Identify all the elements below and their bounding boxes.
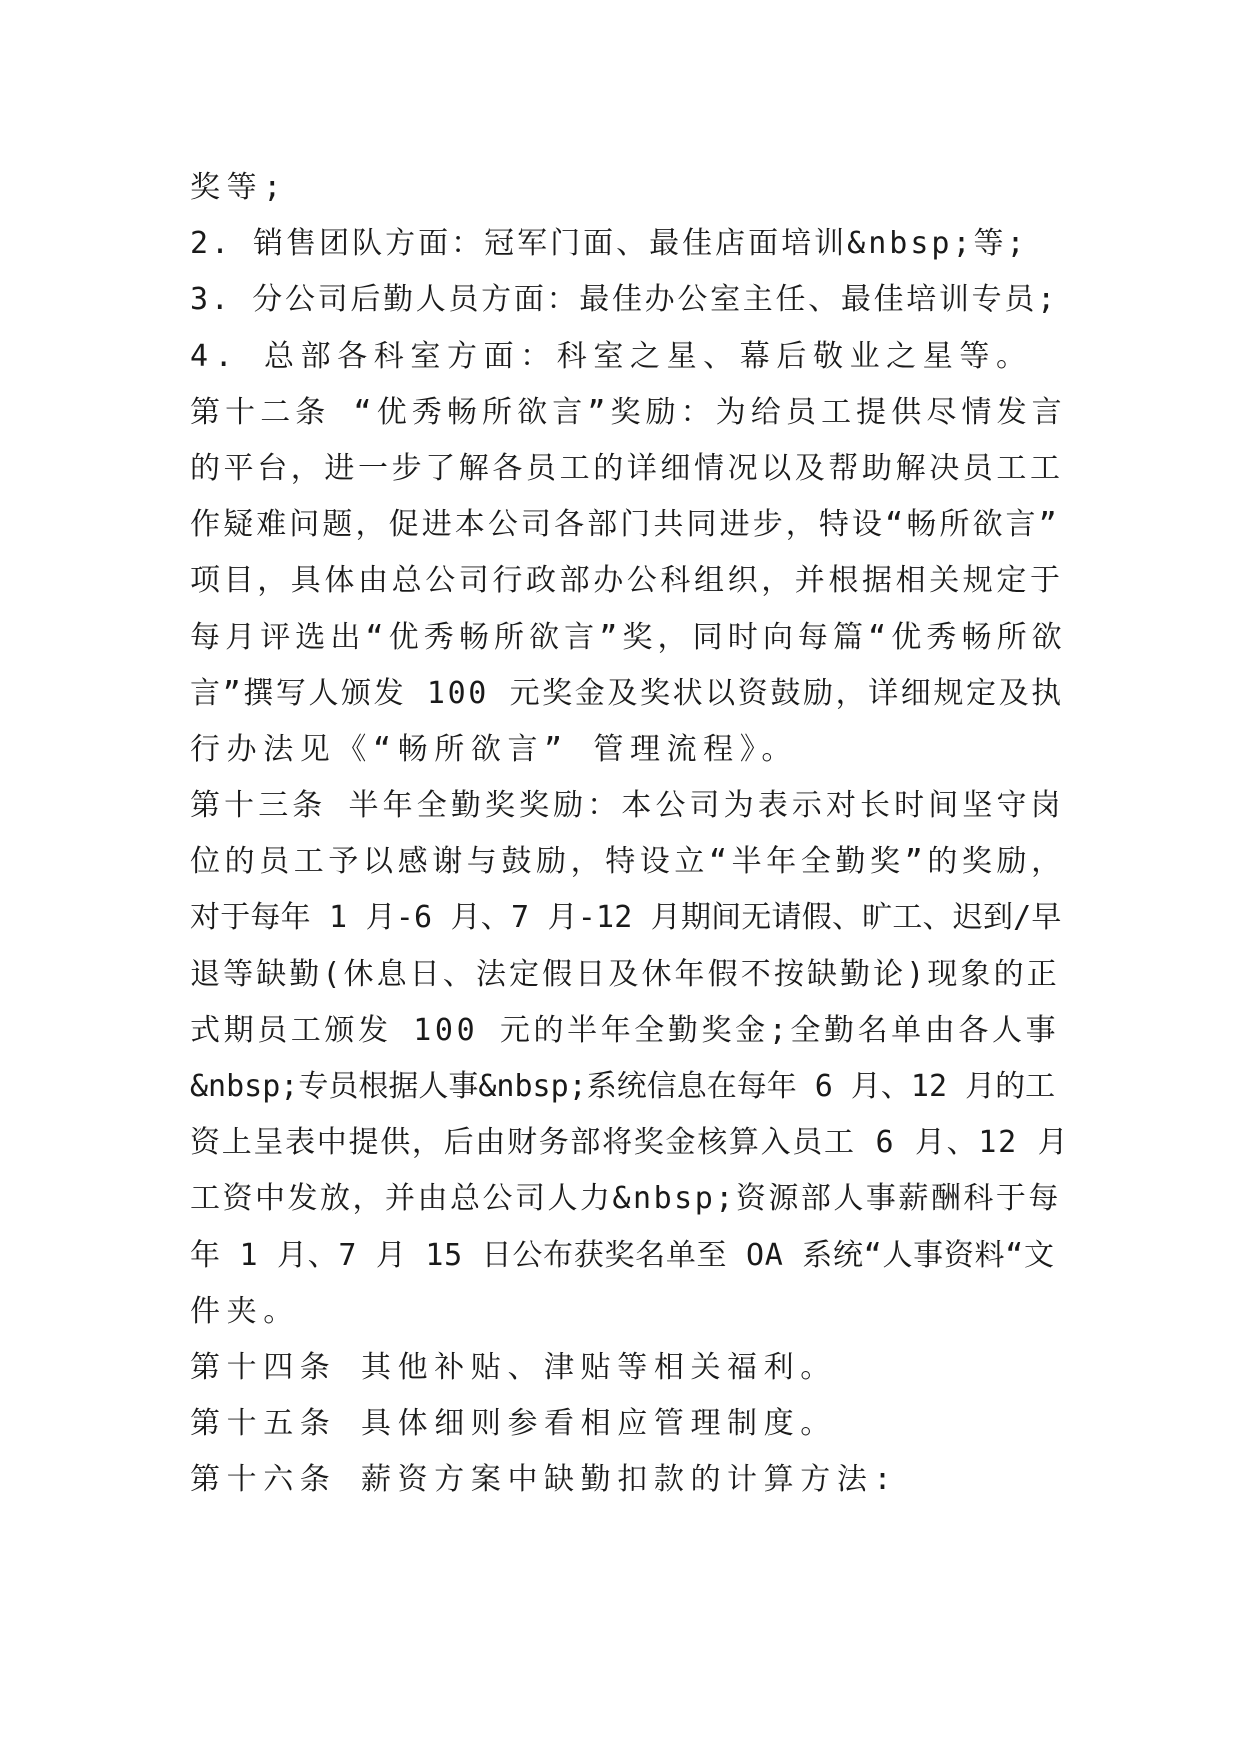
text-line-16: 式期员工颁发 100 元的半年全勤奖金;全勤名单由各人事 [190, 1012, 1060, 1048]
text-line-15: 退等缺勤(休息日、法定假日及休年假不按缺勤论)现象的正 [190, 956, 1060, 992]
text-line-24: 第十六条 薪资方案中缺勤扣款的计算方法: [190, 1462, 899, 1498]
text-line-3: 3. 分公司后勤人员方面：最佳办公室主任、最佳培训专员; [190, 282, 1058, 318]
text-line-13: 位的员工予以感谢与鼓励，特设立“半年全勤奖”的奖励， [190, 844, 1066, 880]
text-line-6: 的平台，进一步了解各员工的详细情况以及帮助解决员工工 [190, 450, 1064, 486]
document-body [190, 160, 1070, 1509]
text-line-11: 行办法见《“畅所欲言” 管理流程》。 [190, 731, 798, 767]
text-line-4: 4. 总部各科室方面：科室之星、幕后敬业之星等。 [190, 338, 1033, 374]
text-line-8: 项目，具体由总公司行政部办公科组织，并根据相关规定于 [190, 563, 1064, 599]
text-line-7: 作疑难问题，促进本公司各部门共同进步，特设“畅所欲言” [190, 507, 1060, 543]
text-line-20: 年 1 月、7 月 15 日公布获奖名单至 OA 系统“人事资料“文 [190, 1237, 1055, 1273]
text-line-10: 言”撰写人颁发 100 元奖金及奖状以资鼓励，详细规定及执 [190, 675, 1064, 711]
text-line-12: 第十三条 半年全勤奖奖励：本公司为表示对长时间坚守岗 [190, 788, 1065, 824]
text-line-17: &nbsp;专员根据人事&nbsp;系统信息在每年 6 月、12 月的工 [190, 1069, 1056, 1104]
text-line-9: 每月评选出“优秀畅所欲言”奖，同时向每篇“优秀畅所欲 [190, 619, 1067, 655]
text-line-19: 工资中发放，并由总公司人力&nbsp;资源部人事薪酬科于每 [190, 1181, 1061, 1217]
text-line-22: 第十四条 其他补贴、津贴等相关福利。 [190, 1349, 837, 1385]
text-line-5: 第十二条 “优秀畅所欲言”奖励：为给员工提供尽情发言 [190, 394, 1067, 430]
text-line-23: 第十五条 具体细则参看相应管理制度。 [190, 1406, 837, 1442]
text-line-1: 奖等; [190, 170, 288, 205]
text-line-14: 对于每年 1 月-6 月、7 月-12 月期间无请假、旷工、迟到/早 [190, 900, 1062, 936]
text-line-21: 件夹。 [190, 1293, 300, 1329]
text-line-18: 资上呈表中提供，后由财务部将奖金核算入员工 6 月、12 月 [190, 1125, 1070, 1161]
text-line-2: 2. 销售团队方面：冠军门面、最佳店面培训&nbsp;等; [190, 226, 1028, 262]
